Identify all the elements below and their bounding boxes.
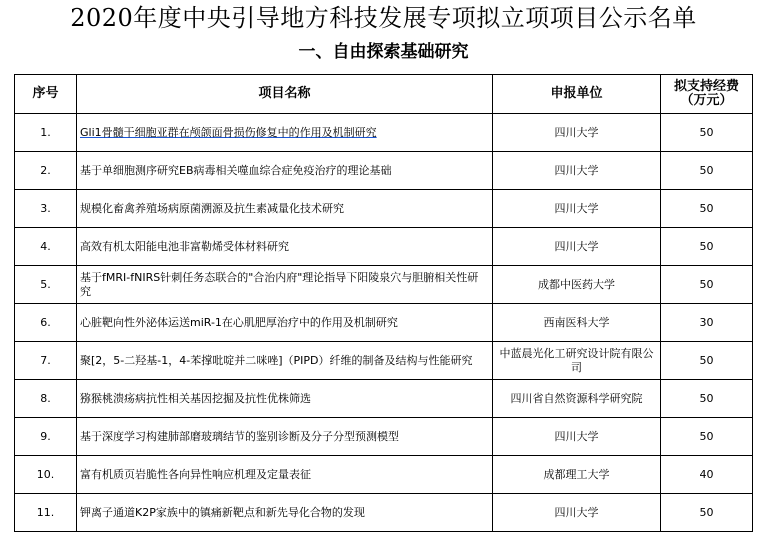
project-table <box>14 74 753 532</box>
header-unit: 申报单位 <box>493 75 661 114</box>
applicant-unit: 成都理工大学 <box>493 456 661 494</box>
funding-amount: 50 <box>661 266 753 304</box>
project-name: 心脏靶向性外泌体运送miR-1在心肌肥厚治疗中的作用及机制研究 <box>77 304 493 342</box>
table-row <box>15 114 753 152</box>
funding-amount: 50 <box>661 152 753 190</box>
project-name: 基于单细胞测序研究EB病毒相关噬血综合症免疫治疗的理论基础 <box>77 152 493 190</box>
applicant-unit: 四川大学 <box>493 228 661 266</box>
project-name: 猕猴桃溃疡病抗性相关基因挖掘及抗性优株筛选 <box>77 380 493 418</box>
project-name: 富有机质页岩脆性各向异性响应机理及定量表征 <box>77 456 493 494</box>
header-project-name: 项目名称 <box>77 75 493 114</box>
funding-amount: 50 <box>661 114 753 152</box>
table-row <box>15 266 753 304</box>
applicant-unit: 四川大学 <box>493 152 661 190</box>
table-row <box>15 456 753 494</box>
funding-amount: 50 <box>661 494 753 532</box>
header-funding-line1: 拟支持经费 <box>673 79 739 94</box>
applicant-unit: 西南医科大学 <box>493 304 661 342</box>
applicant-unit: 四川省自然资源科学研究院 <box>493 380 661 418</box>
funding-amount: 40 <box>661 456 753 494</box>
row-number: 6. <box>15 304 77 342</box>
row-number: 11. <box>15 494 77 532</box>
row-number: 3. <box>15 190 77 228</box>
table-row <box>15 418 753 456</box>
funding-amount: 30 <box>661 304 753 342</box>
funding-amount: 50 <box>661 190 753 228</box>
section-heading: 一、自由探索基础研究 <box>298 42 469 62</box>
row-number: 10. <box>15 456 77 494</box>
applicant-unit: 中蓝晨光化工研究设计院有限公司 <box>493 342 661 380</box>
applicant-unit: 四川大学 <box>493 114 661 152</box>
row-number: 4. <box>15 228 77 266</box>
table-row <box>15 380 753 418</box>
row-number: 7. <box>15 342 77 380</box>
project-name: 规模化畜禽养殖场病原菌溯源及抗生素减量化技术研究 <box>77 190 493 228</box>
funding-amount: 50 <box>661 342 753 380</box>
funding-amount: 50 <box>661 380 753 418</box>
funding-amount: 50 <box>661 418 753 456</box>
table-row <box>15 342 753 380</box>
row-number: 2. <box>15 152 77 190</box>
applicant-unit: 成都中医药大学 <box>493 266 661 304</box>
funding-amount: 50 <box>661 228 753 266</box>
table-row <box>15 304 753 342</box>
header-no: 序号 <box>15 75 77 114</box>
table-row <box>15 228 753 266</box>
row-number: 9. <box>15 418 77 456</box>
table-header-row <box>15 75 753 114</box>
header-funding-line2: （万元） <box>680 93 733 108</box>
document-title: 2020年度中央引导地方科技发展专项拟立项项目公示名单 <box>70 4 697 32</box>
applicant-unit: 四川大学 <box>493 418 661 456</box>
table-row <box>15 494 753 532</box>
table-row <box>15 152 753 190</box>
row-number: 8. <box>15 380 77 418</box>
row-number: 5. <box>15 266 77 304</box>
project-name: 基于深度学习构建肺部磨玻璃结节的鉴别诊断及分子分型预测模型 <box>77 418 493 456</box>
project-name: Gli1骨髓干细胞亚群在颅颌面骨损伤修复中的作用及机制研究 <box>77 114 493 152</box>
table-row <box>15 190 753 228</box>
row-number: 1. <box>15 114 77 152</box>
project-name: 基于fMRI-fNIRS针刺任务态联合的"合治内府"理论指导下阳陵泉穴与胆腑相关性研究 <box>77 266 493 304</box>
applicant-unit: 四川大学 <box>493 190 661 228</box>
applicant-unit: 四川大学 <box>493 494 661 532</box>
project-name: 聚[2，5-二羟基-1，4-苯撑吡啶并二咪唑]（PIPD）纤维的制备及结构与性能研究 <box>77 342 493 380</box>
header-funding <box>661 75 753 114</box>
project-name: 钾离子通道K2P家族中的镇痛新靶点和新先导化合物的发现 <box>77 494 493 532</box>
project-name: 高效有机太阳能电池非富勒烯受体材料研究 <box>77 228 493 266</box>
